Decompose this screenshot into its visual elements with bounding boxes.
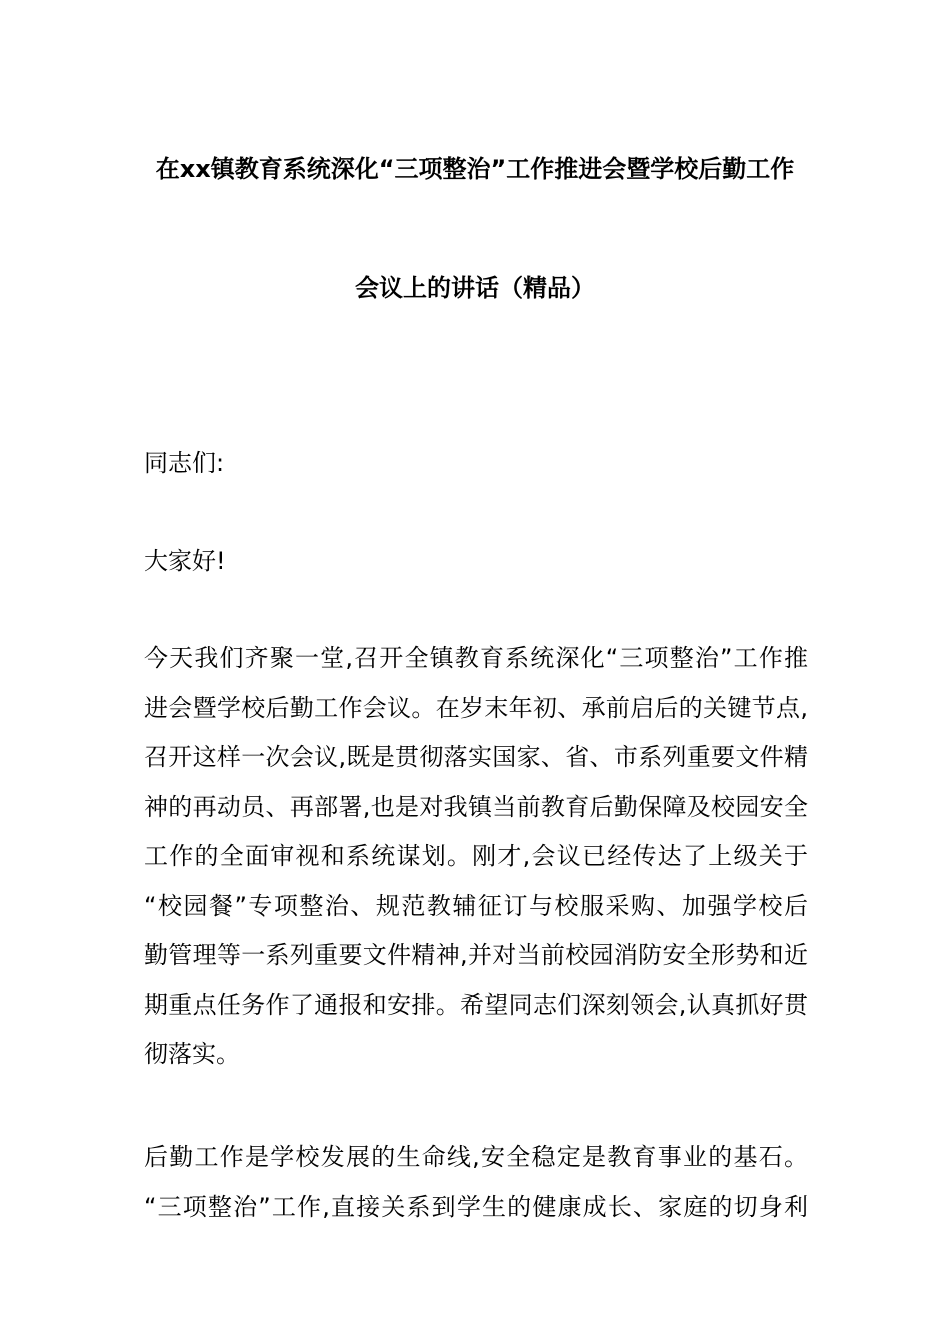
greeting: 大家好!	[144, 547, 226, 575]
document-title-line-2: 会议上的讲话（精品）	[355, 274, 595, 302]
paragraph-line: 期重点任务作了通报和安排。希望同志们深刻领会,认真抓好贯	[144, 990, 808, 1019]
paragraph-line: 勤管理等一系列重要文件精神,并对当前校园消防安全形势和近	[144, 941, 808, 969]
paragraph-line: 召开这样一次会议,既是贯彻落实国家、省、市系列重要文件精	[144, 743, 808, 771]
paragraph-line: 进会暨学校后勤工作会议。在岁末年初、承前启后的关键节点,	[144, 693, 808, 722]
body-paragraph-1	[144, 634, 808, 1080]
paragraph-line: 彻落实。	[144, 1040, 240, 1068]
document-title-line-1: 在xx镇教育系统深化“三项整治”工作推进会暨学校后勤工作	[155, 155, 795, 183]
paragraph-line: “校园餐”专项整治、规范教辅征订与校服采购、加强学校后	[144, 891, 808, 920]
paragraph-line: “三项整治”工作,直接关系到学生的健康成长、家庭的切身利	[144, 1192, 808, 1221]
body-paragraph-2	[144, 1133, 808, 1232]
paragraph-line: 工作的全面审视和系统谋划。刚才,会议已经传达了上级关于	[144, 842, 808, 870]
paragraph-line: 神的再动员、再部署,也是对我镇当前教育后勤保障及校园安全	[144, 792, 808, 821]
salutation: 同志们:	[144, 449, 225, 477]
paragraph-line: 后勤工作是学校发展的生命线,安全稳定是教育事业的基石。	[144, 1143, 808, 1171]
paragraph-line: 今天我们齐聚一堂,召开全镇教育系统深化“三项整治”工作推	[144, 644, 808, 672]
